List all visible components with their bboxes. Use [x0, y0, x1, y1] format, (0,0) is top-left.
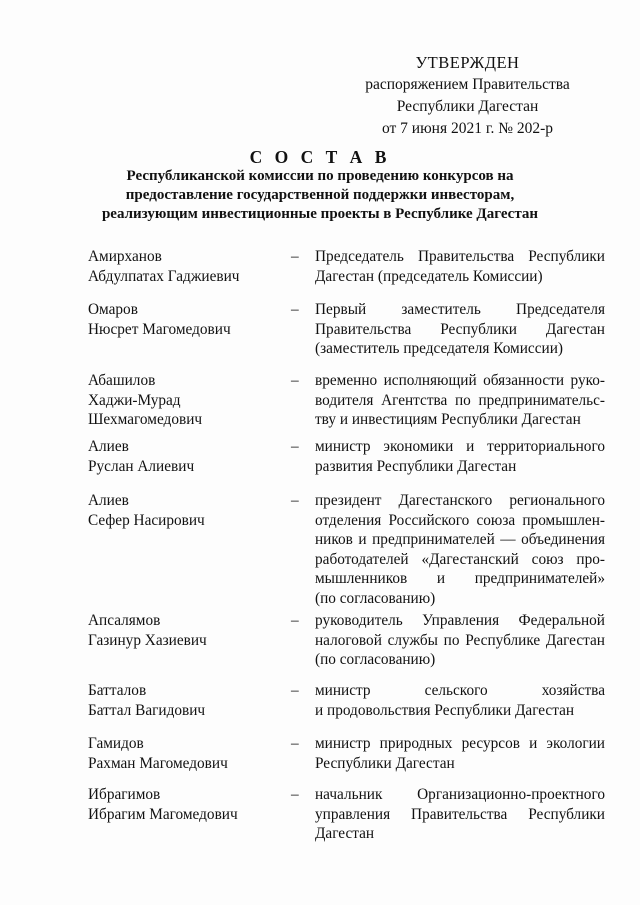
approval-date-line: от 7 июня 2021 г. № 202-р: [381, 120, 554, 137]
separator-dash: –: [291, 682, 299, 699]
member-role: [315, 247, 605, 286]
role-line: (по согласованию): [315, 651, 436, 668]
member-name: [88, 300, 283, 339]
member-given-name: Газинур Хазиевич: [88, 631, 207, 649]
member-role: [315, 371, 605, 430]
role-line: работодателей «Дагестанский союз про-: [315, 550, 605, 568]
member-role: [315, 785, 605, 844]
separator-dash: –: [291, 372, 299, 389]
separator-dash: –: [291, 301, 299, 318]
member-surname: Ибрагимов: [88, 786, 161, 803]
member-surname: Алиев: [88, 438, 129, 455]
approval-line: Республики Дагестан: [396, 98, 539, 115]
member-role: [315, 300, 605, 359]
member-given-name: Баттал Вагидович: [88, 701, 206, 719]
role-line: министр экономики и территориального: [315, 438, 605, 455]
role-line: управления Правительства Республики: [315, 805, 605, 823]
role-line: Первый заместитель Председателя: [315, 301, 605, 318]
separator-dash: –: [291, 438, 299, 455]
member-name: [88, 371, 283, 430]
role-line: налоговой службы по Республике Дагестан: [315, 631, 605, 649]
role-line: министр природных ресурсов и экологии: [315, 735, 605, 752]
member-given-name: Абдулпатах Гаджиевич: [88, 267, 240, 285]
member-surname: Апсалямов: [88, 612, 161, 629]
separator-dash: –: [291, 612, 299, 629]
role-line: временно исполняющий обязанности руко-: [315, 372, 605, 389]
member-name: [88, 247, 283, 286]
separator-dash: –: [291, 492, 299, 509]
member-given-name: Сефер Насирович: [88, 511, 205, 529]
role-line: начальник Организационно-проектного: [315, 786, 605, 803]
member-surname: Омаров: [88, 301, 138, 318]
member-given-name: Рахман Магомедович: [88, 754, 228, 772]
member-given-name: Шехмагомедович: [88, 411, 203, 428]
document-subtitle: [80, 167, 560, 224]
role-line: президент Дагестанского регионального: [315, 492, 605, 509]
document-title: С О С Т А В: [249, 147, 391, 167]
member-surname: Гамидов: [88, 735, 144, 752]
role-line: Председатель Правительства Республики: [315, 248, 605, 265]
role-line: отделения Российского союза промышлен-: [315, 511, 605, 529]
role-line: (по согласованию): [315, 589, 436, 607]
role-line: водителя Агентства по предпринимательс-: [315, 391, 605, 409]
member-surname: Батталов: [88, 682, 147, 699]
separator-dash: –: [291, 735, 299, 752]
role-line: Дагестан (председатель Комиссии): [315, 267, 543, 285]
subtitle-line: реализующим инвестиционные проекты в Республике Дагестан: [101, 206, 539, 222]
role-line: и продовольствия Республики Дагестан: [315, 701, 575, 719]
member-surname: Амирханов: [88, 248, 162, 265]
separator-dash: –: [291, 248, 299, 265]
subtitle-line: предоставление государственной поддержки инвесторам,: [125, 187, 515, 203]
role-line: тву и инвестициям Республики Дагестан: [315, 411, 581, 428]
role-line: мышленников и предпринимателей»: [315, 570, 605, 587]
role-line: развития Республики Дагестан: [315, 457, 517, 475]
member-given-name: Руслан Алиевич: [88, 457, 195, 475]
member-surname: Алиев: [88, 492, 129, 509]
role-line: министр сельского хозяйства: [315, 682, 605, 699]
member-role: [315, 681, 605, 720]
role-line: Дагестан: [315, 825, 375, 842]
member-surname: Абашилов: [88, 372, 156, 389]
member-given-name: Ибрагим Магомедович: [88, 805, 238, 823]
role-line: Республики Дагестан: [315, 754, 455, 772]
member-name: [88, 734, 283, 773]
member-name: [88, 681, 283, 720]
separator-dash: –: [291, 786, 299, 803]
subtitle-line: Республиканской комиссии по проведению конкурсов на: [126, 168, 514, 184]
member-role: [315, 437, 605, 476]
member-name: [88, 611, 283, 650]
member-given-name: Нюсрет Магомедович: [88, 320, 231, 338]
member-name: [88, 491, 283, 530]
approval-stamp: [360, 52, 575, 140]
role-line: руководитель Управления Федеральной: [315, 612, 605, 629]
role-line: ников и предпринимателей — объединения: [315, 531, 605, 548]
member-name: [88, 437, 283, 476]
approved-heading: УТВЕРЖДЕН: [415, 53, 520, 72]
member-given-name: Хаджи-Мурад: [88, 391, 181, 409]
role-line: Правительства Республики Дагестан: [315, 320, 605, 338]
member-name: [88, 785, 283, 824]
role-line: (заместитель председателя Комиссии): [315, 340, 563, 357]
member-role: [315, 734, 605, 773]
member-role: [315, 611, 605, 670]
approval-line: распоряжением Правительства: [365, 76, 570, 93]
member-role: [315, 491, 605, 608]
